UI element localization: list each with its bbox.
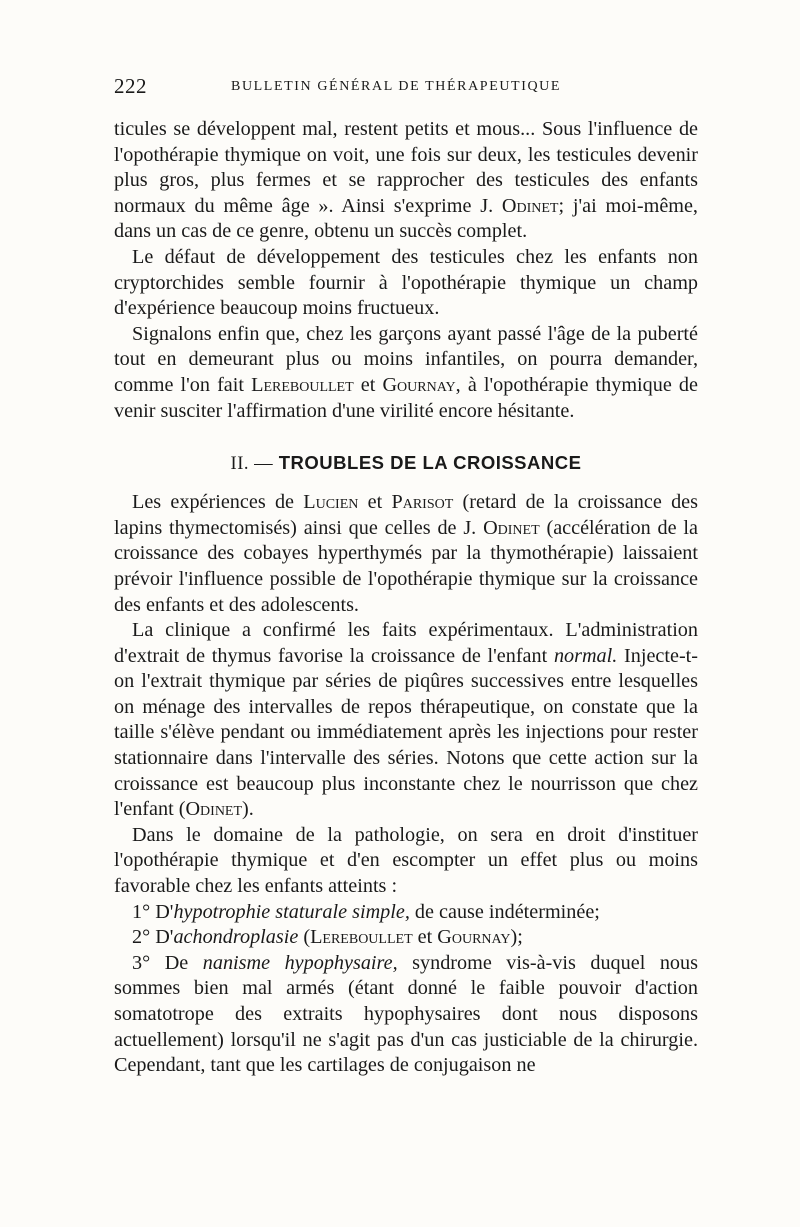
paragraph-testicles-continued: ticules se développent mal, restent petits et mous... Sous l'influence de l'opothérapie thymique on voit, une fois sur deux, les testicules devenir plus gros, plus fermes et se rapprocher des testicules des enfants normaux du même âge ». Ainsi s'exprime J. Odinet; j'ai moi-même, dans un cas de ce genre, obtenu un succès complet. <box>114 118 698 243</box>
page-header <box>114 74 694 104</box>
page-number: 222 <box>114 74 147 98</box>
list-number: 1° <box>132 900 151 923</box>
list-item-2: 2° D'achondroplasie (Lereboullet et Gournay); <box>132 926 523 949</box>
paragraph-non-cryptorchid: Le défaut de développement des testicules chez les enfants non cryptorchides semble fournir à l'opothérapie thymique un champ d'expérience beaucoup moins fructueux. <box>114 245 698 320</box>
section-heading <box>114 450 698 477</box>
paragraph-clinical: La clinique a confirmé les faits expérimentaux. L'administration d'extrait de thymus favorise la croissance de l'enfant normal. Injecte-t-on l'extrait thymique par séries de piqûres successives entre lesquelles on ménage des intervalles de repos thérapeutique, on constate que la taille s'élève pendant ou immédiatement après les injections pour rester stationnaire dans l'intervalle des séries. Notons que cette action sur la croissance est beaucoup plus inconstante chez le nourrisson que chez l'enfant (Odinet). <box>114 619 698 821</box>
author-name: Gournay <box>382 373 456 396</box>
section-number: II. — <box>230 454 274 475</box>
italic-term: achondroplasie <box>173 926 299 949</box>
author-name: Lucien <box>303 491 359 514</box>
running-title: BULLETIN GÉNÉRAL DE THÉRAPEUTIQUE <box>231 79 562 94</box>
list-item-3: 3° De nanisme hypophysaire, syndrome vis-à-vis duquel nous sommes bien mal armés (étant donné le faible pouvoir d'action somatotrope des extraits hypophysaires dont nous disposons actuellement) lorsqu'il ne s'agit pas d'un cas justiciable de la chirurgie. Cependant, tant que les cartilages de conjugaison ne <box>114 951 698 1077</box>
author-name: Lereboullet <box>251 373 354 396</box>
section-title: TROUBLES DE LA CROISSANCE <box>278 452 582 474</box>
author-name: Odinet <box>483 516 540 539</box>
author-name: Odinet <box>185 798 243 821</box>
paragraph-experiments: Les expériences de Lucien et Parisot (retard de la croissance des lapins thymectomisés) ainsi que celles de J. Odinet (accélération de la croissance des cobayes hyperthymés par la thymothérapie) laissaient prévoir l'influence possible de l'opothérapie thymique sur la croissance des enfants et des adolescents. <box>114 491 698 616</box>
paragraph-puberty: Signalons enfin que, chez les garçons ayant passé l'âge de la puberté tout en demeurant plus ou moins infantiles, on pourra demander, comme l'on fait Lereboullet et Gournay, à l'opothérapie thymique de venir susciter l'affirmation d'une virilité encore hésitante. <box>114 322 698 422</box>
list-number: 2° <box>132 926 151 949</box>
author-name: Parisot <box>391 491 454 514</box>
paragraph-pathology: Dans le domaine de la pathologie, on sera en droit d'instituer l'opothérapie thymique et d'en escompter un effet plus ou moins favorable chez les enfants atteints : <box>114 823 698 898</box>
italic-term: nanisme hypophysaire, <box>202 951 398 974</box>
italic-term: hypotrophie staturale simple, <box>173 900 410 923</box>
author-name: Lereboullet <box>310 926 413 949</box>
list-number: 3° <box>132 951 151 974</box>
author-name: Odinet <box>501 194 559 217</box>
list-item-1: 1° D'hypotrophie staturale simple, de cause indéterminée; <box>132 900 600 923</box>
italic-term: normal. <box>553 644 618 667</box>
author-name: Gournay <box>437 926 511 949</box>
body-text <box>114 117 698 1079</box>
